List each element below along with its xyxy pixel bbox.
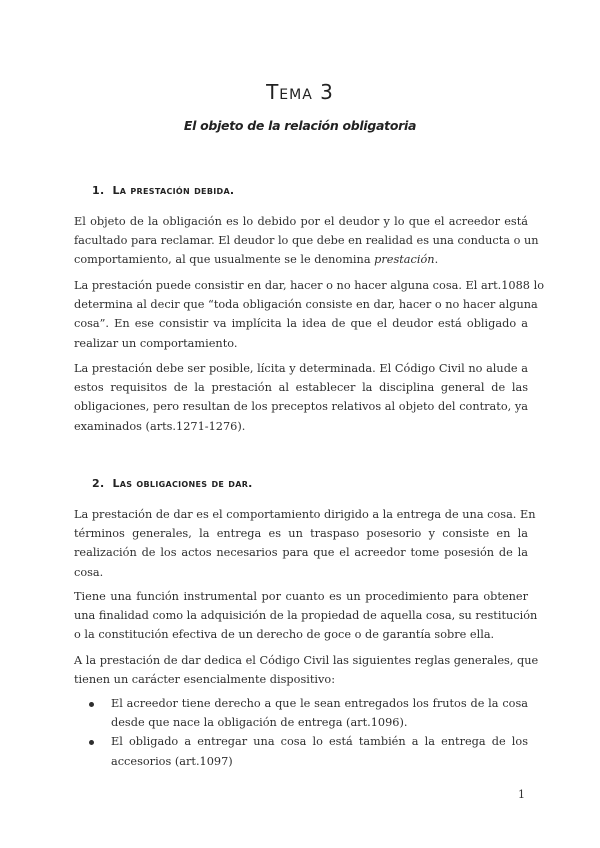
- section-heading-2: [92, 477, 253, 490]
- document-subtitle: El objeto de la relación obligatoria: [183, 118, 417, 133]
- paragraph: [74, 587, 538, 645]
- text-line: realización de los actos necesarios para que el acreedor tome posesión de la: [74, 546, 528, 560]
- section-title: La prestación debida.: [112, 184, 235, 197]
- text-line: [74, 250, 528, 269]
- text-line: términos generales, la entrega es un traspaso posesorio y consiste en la: [74, 527, 528, 541]
- text-line: El obligado a entregar una cosa lo está también a la entrega de los: [111, 735, 528, 749]
- paragraph: [74, 359, 528, 436]
- text-line: El acreedor tiene derecho a que le sean entregados los frutos de la cosa: [111, 697, 528, 710]
- text-line: cosa”. En ese consistir va implícita la idea de que el deudor está obligado a: [74, 317, 528, 331]
- bullet-icon: [89, 702, 94, 707]
- text-line: accesorios (art.1097): [111, 754, 233, 768]
- paragraph: [74, 651, 539, 689]
- text-line: determina al decir que “toda obligación consiste en dar, hacer o no hacer alguna: [74, 298, 538, 312]
- page-number: 1: [518, 788, 525, 801]
- paragraph: [74, 505, 536, 582]
- text-run: .: [434, 253, 439, 267]
- list-item: [74, 694, 528, 732]
- text-line: Tiene una función instrumental por cuanto es un procedimiento para obtener: [74, 590, 528, 603]
- bullet-icon: [89, 740, 94, 745]
- text-line: desde que nace la obligación de entrega (art.1096).: [111, 716, 408, 730]
- text-line: o la constitución efectiva de un derecho de goce o de garantía sobre ella.: [74, 628, 495, 642]
- section-number: 2.: [92, 477, 105, 490]
- section-title: Las obligaciones de dar.: [112, 477, 253, 490]
- text-line: tienen un carácter esencialmente dispositivo:: [74, 673, 335, 687]
- text-line: El objeto de la obligación es lo debido por el deudor y lo que el acreedor está: [74, 215, 528, 228]
- text-run: comportamiento, al que usualmente se le denomina: [74, 253, 375, 267]
- text-line: realizar un comportamiento.: [74, 336, 238, 350]
- bullet-list: [74, 694, 528, 771]
- emphasis-term: prestación: [374, 253, 435, 267]
- text-line: A la prestación de dar dedica el Código Civil las siguientes reglas generales, que: [74, 654, 539, 667]
- paragraph: [74, 276, 545, 353]
- list-item: [74, 732, 528, 770]
- text-line: una finalidad como la adquisición de la propiedad de aquella cosa, su restitución: [74, 609, 538, 623]
- text-line: cosa.: [74, 565, 104, 579]
- paragraph: [74, 212, 539, 270]
- text-line: La prestación de dar es el comportamiento dirigido a la entrega de una cosa. En: [74, 508, 536, 521]
- document-title: Tema 3: [266, 80, 334, 104]
- section-number: 1.: [92, 184, 105, 197]
- text-line: estos requisitos de la prestación al establecer la disciplina general de las: [74, 381, 528, 395]
- text-line: examinados (arts.1271-1276).: [74, 419, 246, 433]
- text-line: facultado para reclamar. El deudor lo que debe en realidad es una conducta o un: [74, 234, 539, 248]
- text-line: La prestación puede consistir en dar, hacer o no hacer alguna cosa. El art.1088 lo: [74, 279, 545, 292]
- section-heading-1: [92, 184, 234, 197]
- text-line: La prestación debe ser posible, lícita y determinada. El Código Civil no alude a: [74, 362, 528, 375]
- text-line: obligaciones, pero resultan de los preceptos relativos al objeto del contrato, ya: [74, 400, 528, 414]
